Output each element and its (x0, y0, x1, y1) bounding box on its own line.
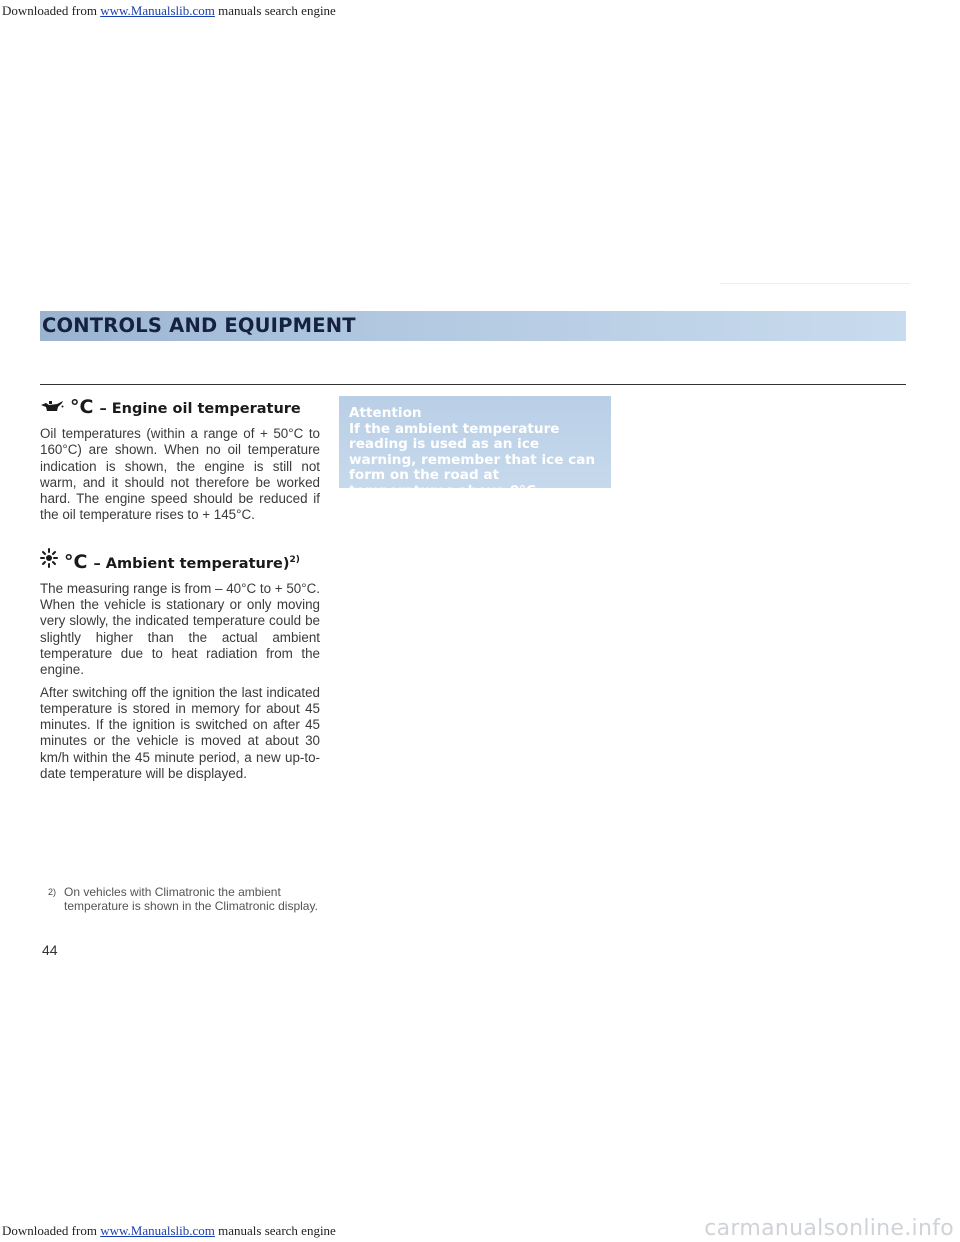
ambient-heading-text (93, 555, 299, 572)
section-band (40, 311, 906, 341)
download-suffix: manuals search engine (214, 3, 336, 18)
oil-temperature-heading (40, 396, 320, 418)
attention-text: If the ambient temperature reading is used as an ice warning, remember that ice can form on the road at temperatures above 0°C. (349, 420, 596, 499)
download-footer (0, 1216, 960, 1242)
footer-suffix: manuals search engine (214, 1223, 336, 1238)
oil-paragraph: Oil temperatures (within a range of + 50°C to 160°C) are shown. When no oil temperature indication is shown, the engine is still not warm, and it should not therefore be worked hard. The engine speed should be reduced if the oil temperature rises to + 145°C. (40, 426, 320, 523)
oil-heading-text: – Engine oil temperature (99, 401, 301, 417)
ambient-paragraph-2: After switching off the ignition the last indicated temperature is stored in memory for about 45 minutes. If the ignition is switched on after 45 minutes or the vehicle is moved at about 30 km/h within the 45 minute period, a new up-to-date temperature will be displayed. (40, 684, 320, 782)
download-prefix: Downloaded from (2, 3, 101, 18)
footer-prefix: Downloaded from (2, 1223, 101, 1238)
section-title: CONTROLS AND EQUIPMENT (42, 314, 356, 337)
footnote-text: On vehicles with Climatronic the ambient temperature is shown in the Climatronic display. (64, 885, 318, 913)
manualslib-link[interactable]: www.Manualslib.com (100, 3, 215, 18)
horizontal-rule (40, 384, 906, 385)
ambient-heading-title: – Ambient temperature) (93, 555, 290, 572)
download-header (0, 0, 960, 22)
footer-manualslib-link[interactable]: www.Manualslib.com (100, 1223, 215, 1238)
oil-degree-unit: °C (70, 396, 94, 418)
watermark-text: carmanualsonline.info (704, 1216, 954, 1241)
attention-title: Attention (349, 405, 422, 421)
left-column (40, 396, 320, 782)
faint-divider (720, 283, 910, 284)
footnote-mark: 2) (48, 887, 57, 897)
ambient-footnote-ref: 2) (289, 554, 300, 565)
ambient-temperature-heading (40, 548, 320, 573)
page-number: 44 (42, 942, 58, 958)
attention-box (339, 396, 611, 499)
sun-icon (40, 548, 58, 572)
footnote (48, 885, 318, 913)
oil-can-icon (40, 398, 64, 417)
ambient-degree-unit: °C (64, 550, 88, 573)
ambient-paragraph-1: The measuring range is from – 40°C to + 50°C. When the vehicle is stationary or only moving very slowly, the indicated temperature could be slightly higher than the actual ambient temperature due to heat radiation from the engine. (40, 580, 320, 678)
